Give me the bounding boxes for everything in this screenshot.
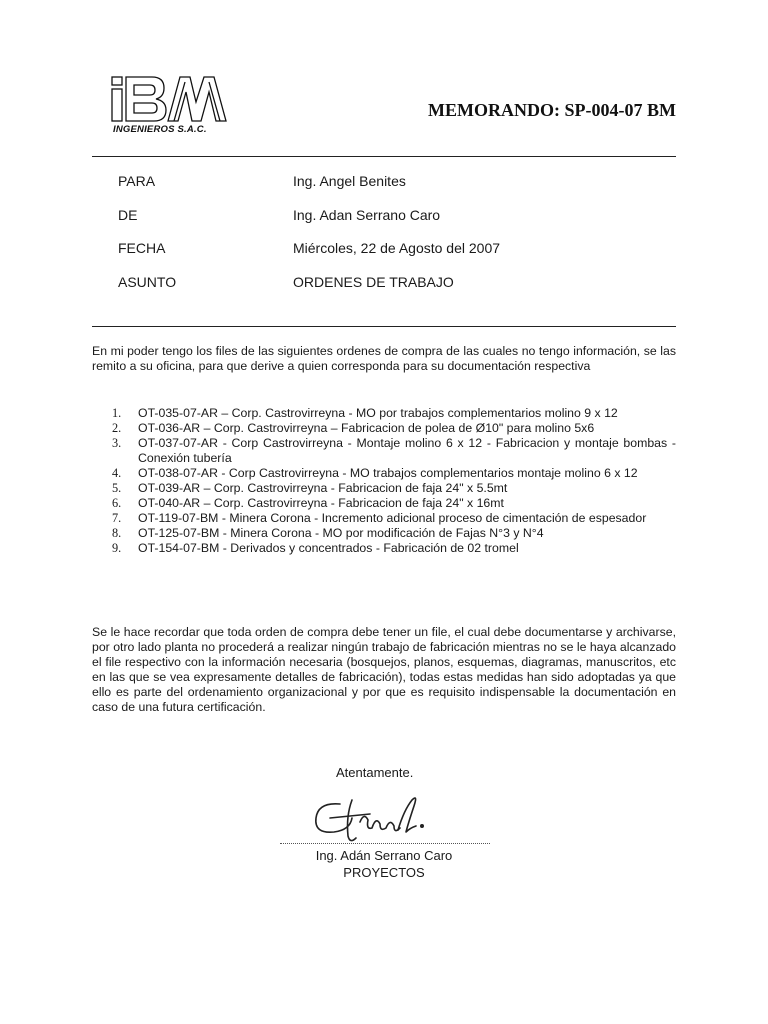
logo-caption: INGENIEROS S.A.C. bbox=[113, 124, 207, 135]
list-number: 6. bbox=[112, 496, 122, 510]
field-row-asunto bbox=[118, 274, 658, 308]
list-item-text: OT-035-07-AR – Corp. Castrovirreyna - MO por trabajos complementarios molino 9 x 12 bbox=[138, 406, 618, 420]
field-value: Ing. Adan Serrano Caro bbox=[293, 206, 441, 223]
field-label: PARA bbox=[118, 173, 156, 189]
list-number: 4. bbox=[112, 466, 122, 480]
list-item bbox=[110, 481, 676, 496]
list-number: 9. bbox=[112, 541, 122, 555]
handwritten-signature bbox=[300, 792, 460, 848]
list-item-text: OT-038-07-AR - Corp Castrovirreyna - MO trabajos complementarios montaje molino 6 x 12 bbox=[138, 466, 638, 480]
field-label: FECHA bbox=[118, 240, 166, 256]
list-item-text: OT-119-07-BM - Minera Corona - Incremento adicional proceso de cimentación de espesador bbox=[138, 511, 647, 525]
field-row-de bbox=[118, 207, 658, 241]
field-value: Miércoles, 22 de Agosto del 2007 bbox=[293, 240, 501, 256]
list-item bbox=[110, 496, 676, 511]
signature-line bbox=[280, 843, 490, 844]
list-number: 8. bbox=[112, 526, 122, 540]
field-label: ASUNTO bbox=[118, 273, 177, 290]
signer-department: PROYECTOS bbox=[343, 865, 425, 880]
list-number: 5. bbox=[112, 481, 122, 495]
top-divider bbox=[92, 156, 676, 157]
list-item bbox=[110, 406, 676, 421]
memo-header-fields bbox=[118, 173, 658, 307]
field-value: Ing. Angel Benites bbox=[293, 173, 406, 189]
list-item-text: OT-040-AR – Corp. Castrovirreyna - Fabricacion de faja 24" x 16mt bbox=[138, 496, 504, 510]
intro-paragraph: En mi poder tengo los files de las siguientes ordenes de compra de las cuales no tengo información, se las remito a su oficina, para que derive a quien corresponda para su documentación respectiva bbox=[92, 344, 676, 373]
company-logo bbox=[110, 74, 230, 138]
list-item-text: OT-154-07-BM - Derivados y concentrados - Fabricación de 02 tromel bbox=[138, 541, 519, 555]
list-item bbox=[110, 466, 676, 481]
list-item-text: OT-037-07-AR - Corp Castrovirreyna - Montaje molino 6 x 12 - Fabricacion y montaje bombas - Conexión tubería bbox=[138, 436, 676, 465]
list-item bbox=[110, 541, 676, 556]
field-label: DE bbox=[118, 206, 138, 223]
list-number: 1. bbox=[112, 406, 122, 420]
list-item bbox=[110, 511, 676, 526]
list-number: 3. bbox=[112, 436, 122, 450]
list-item-text: OT-036-AR – Corp. Castrovirreyna – Fabricacion de polea de Ø10" para molino 5x6 bbox=[138, 421, 595, 435]
closing-paragraph: Se le hace recordar que toda orden de compra debe tener un file, el cual debe documentarse y archivarse, por otro lado planta no procederá a realizar ningún trabajo de fabricación mientras no se le haya alcanzado el file respectivo con la información necesaria (bosquejos, planos, esquemas, diagramas, manuscritos, etc en las que se vea expresamente detalles de fabricación), todas estas medidas han sido adoptadas ya que ello es parte del ordenamiento organizacional y por que es requisito indispensable la documentación en caso de una futura certificación. bbox=[92, 625, 676, 714]
field-row-fecha bbox=[118, 240, 658, 274]
list-item bbox=[110, 526, 676, 541]
list-item-text: OT-039-AR – Corp. Castrovirreyna - Fabricacion de faja 24" x 5.5mt bbox=[138, 481, 508, 495]
list-item bbox=[110, 436, 676, 466]
orders-list bbox=[110, 406, 676, 556]
field-value: ORDENES DE TRABAJO bbox=[293, 273, 454, 290]
list-item-text: OT-125-07-BM - Minera Corona - MO por modificación de Fajas N°3 y N°4 bbox=[138, 526, 544, 540]
memo-title: MEMORANDO: SP-004-07 BM bbox=[428, 100, 676, 120]
list-number: 2. bbox=[112, 421, 122, 435]
ibm-logo-mark bbox=[110, 74, 230, 124]
field-row-para bbox=[118, 173, 658, 207]
sign-off: Atentamente. bbox=[336, 765, 414, 780]
signer-name: Ing. Adán Serrano Caro bbox=[315, 848, 453, 863]
list-number: 7. bbox=[112, 511, 122, 525]
list-item bbox=[110, 421, 676, 436]
bottom-divider bbox=[92, 326, 676, 327]
